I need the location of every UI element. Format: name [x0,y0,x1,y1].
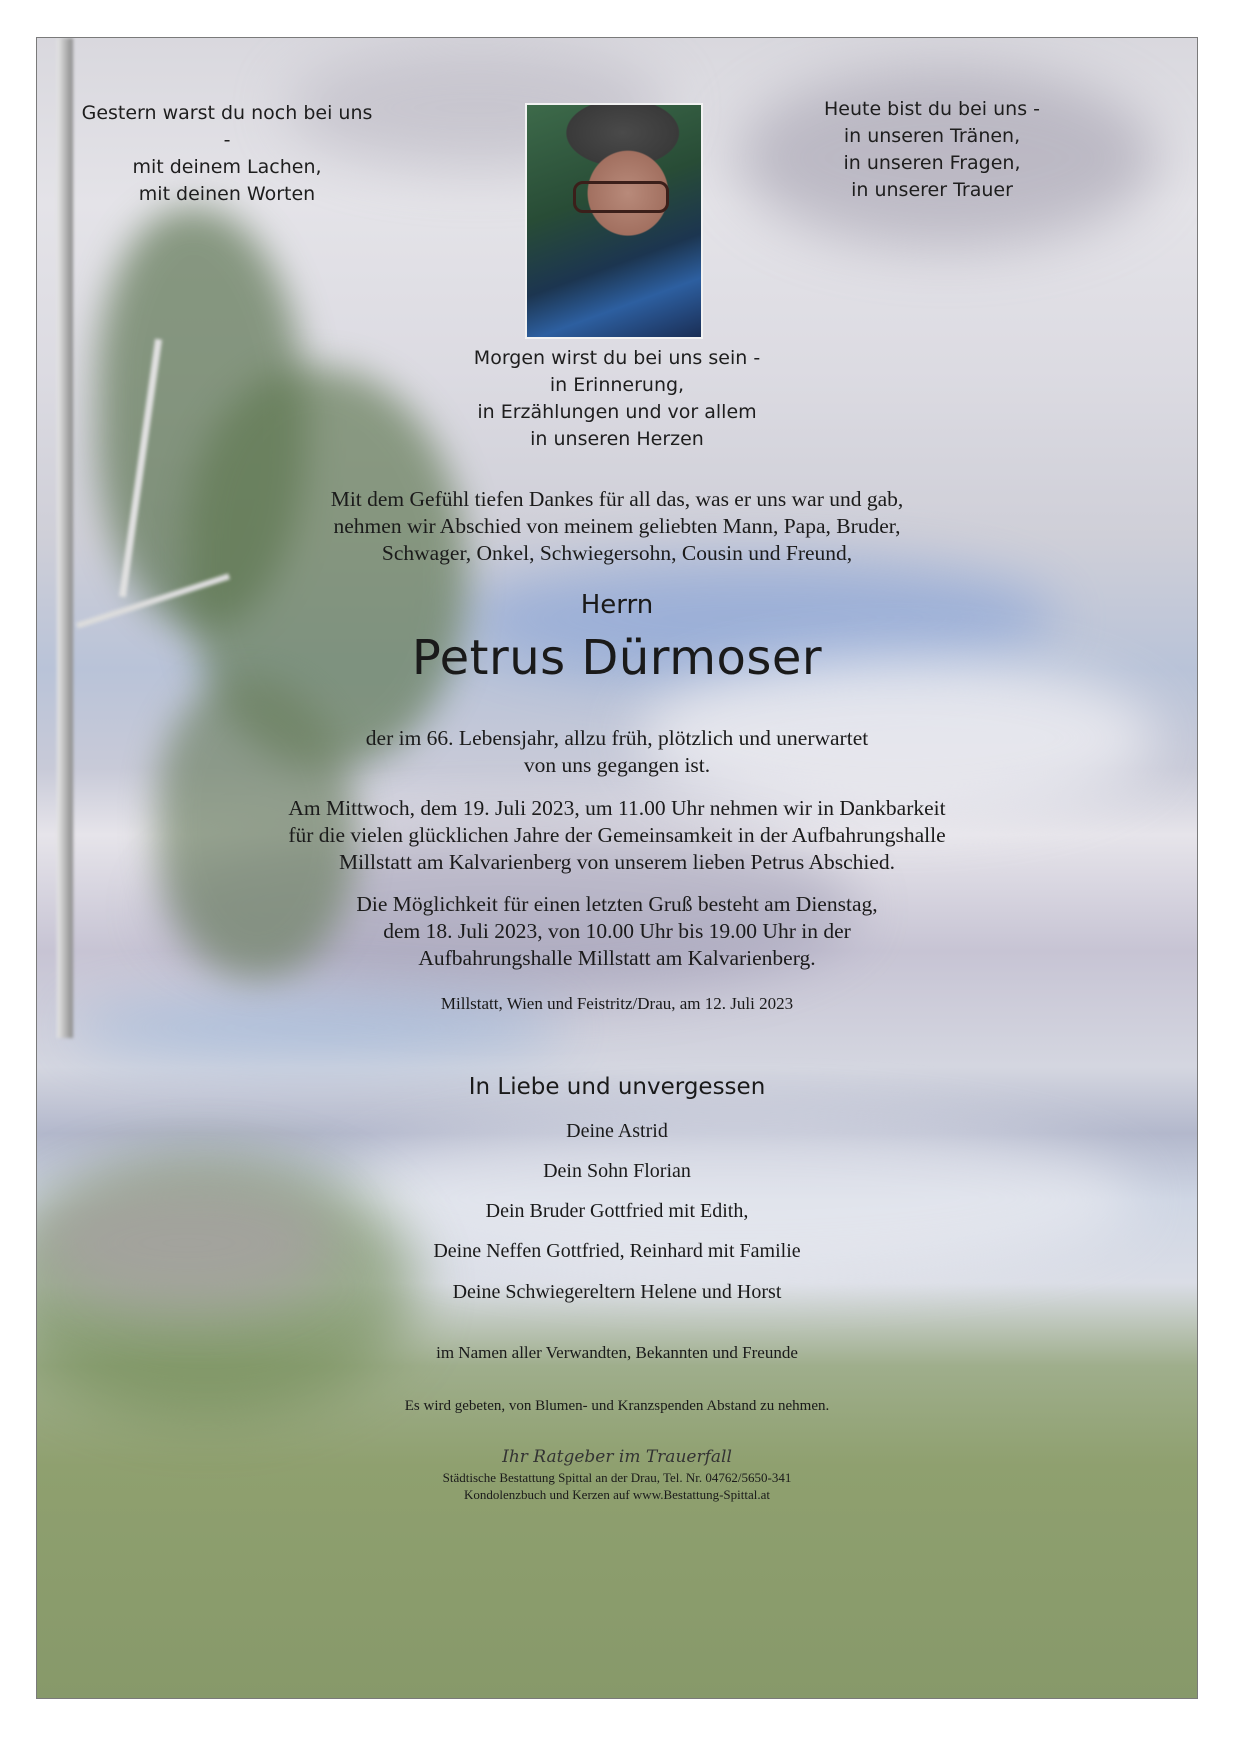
footer-slogan: Ihr Ratgeber im Trauerfall [502,1447,732,1467]
intro-line: Schwager, Onkel, Schwiegersohn, Cousin und Freund, [381,541,853,565]
portrait-photo [525,103,703,339]
poem-right-line: in unseren Tränen, [843,125,1021,147]
mourners-heading: In Liebe und unvergessen [468,1074,766,1100]
greeting-text-line: Aufbahrungshalle Millstatt am Kalvarienberg. [418,946,816,970]
intro-line: Mit dem Gefühl tiefen Dankes für all das, was er uns war und gab, [330,487,904,511]
footer-company: Städtische Bestattung Spittal an der Drau, Tel. Nr. 04762/5650-341 [442,1470,792,1485]
intro-line: nehmen wir Abschied von meinem geliebten Mann, Papa, Bruder, [333,514,901,538]
poem-right-line: in unserer Trauer [851,179,1013,201]
mourner-line: Dein Bruder Gottfried mit Edith, [485,1200,749,1222]
place-date: Millstatt, Wien und Feistritz/Drau, am 12. Juli 2023 [440,994,794,1013]
obituary-card [36,37,1198,1699]
funeral-text-line: für die vielen glücklichen Jahre der Gemeinsamkeit in der Aufbahrungshalle [288,823,946,847]
poem-center-line: in Erzählungen und vor allem [477,401,757,423]
greeting-text-line: Die Möglichkeit für einen letzten Gruß besteht am Dienstag, [356,892,878,916]
mourner-line: Deine Astrid [566,1120,668,1142]
funeral-text-line: Millstatt am Kalvarienberg von unserem lieben Petrus Abschied. [338,850,896,874]
mourner-line: Deine Neffen Gottfried, Reinhard mit Familie [433,1240,801,1262]
donation-note: Es wird gebeten, von Blumen- und Kranzspenden Abstand zu nehmen. [404,1398,830,1414]
poem-left-line: Gestern warst du noch bei uns - [81,102,373,151]
poem-left-line: mit deinen Worten [138,183,316,205]
poem-right-line: in unseren Fragen, [843,152,1021,174]
poem-left-line: mit deinem Lachen, [132,156,322,178]
poem-center-line: in unseren Herzen [530,428,704,450]
salutation: Herrn [580,590,654,620]
footer-condolence: Kondolenzbuch und Kerzen auf www.Bestattung-Spittal.at [463,1487,771,1502]
poem-right-line: Heute bist du bei uns - [823,98,1040,120]
death-text-line: der im 66. Lebensjahr, allzu früh, plötzlich und unerwartet [365,726,869,750]
relatives-line: im Namen aller Verwandten, Bekannten und Freunde [436,1343,798,1362]
greeting-text-line: dem 18. Juli 2023, von 10.00 Uhr bis 19.00 Uhr in der [383,919,851,943]
poem-center-line: Morgen wirst du bei uns sein - [473,347,761,369]
funeral-text-line: Am Mittwoch, dem 19. Juli 2023, um 11.00 Uhr nehmen wir in Dankbarkeit [288,796,946,820]
poem-center-line: in Erinnerung, [549,374,685,396]
mourner-line: Dein Sohn Florian [543,1160,691,1182]
death-text-line: von uns gegangen ist. [523,753,711,777]
deceased-name: Petrus Dürmoser [411,630,823,686]
glasses-shape [573,181,669,213]
mourner-line: Deine Schwiegereltern Helene und Horst [452,1281,782,1303]
